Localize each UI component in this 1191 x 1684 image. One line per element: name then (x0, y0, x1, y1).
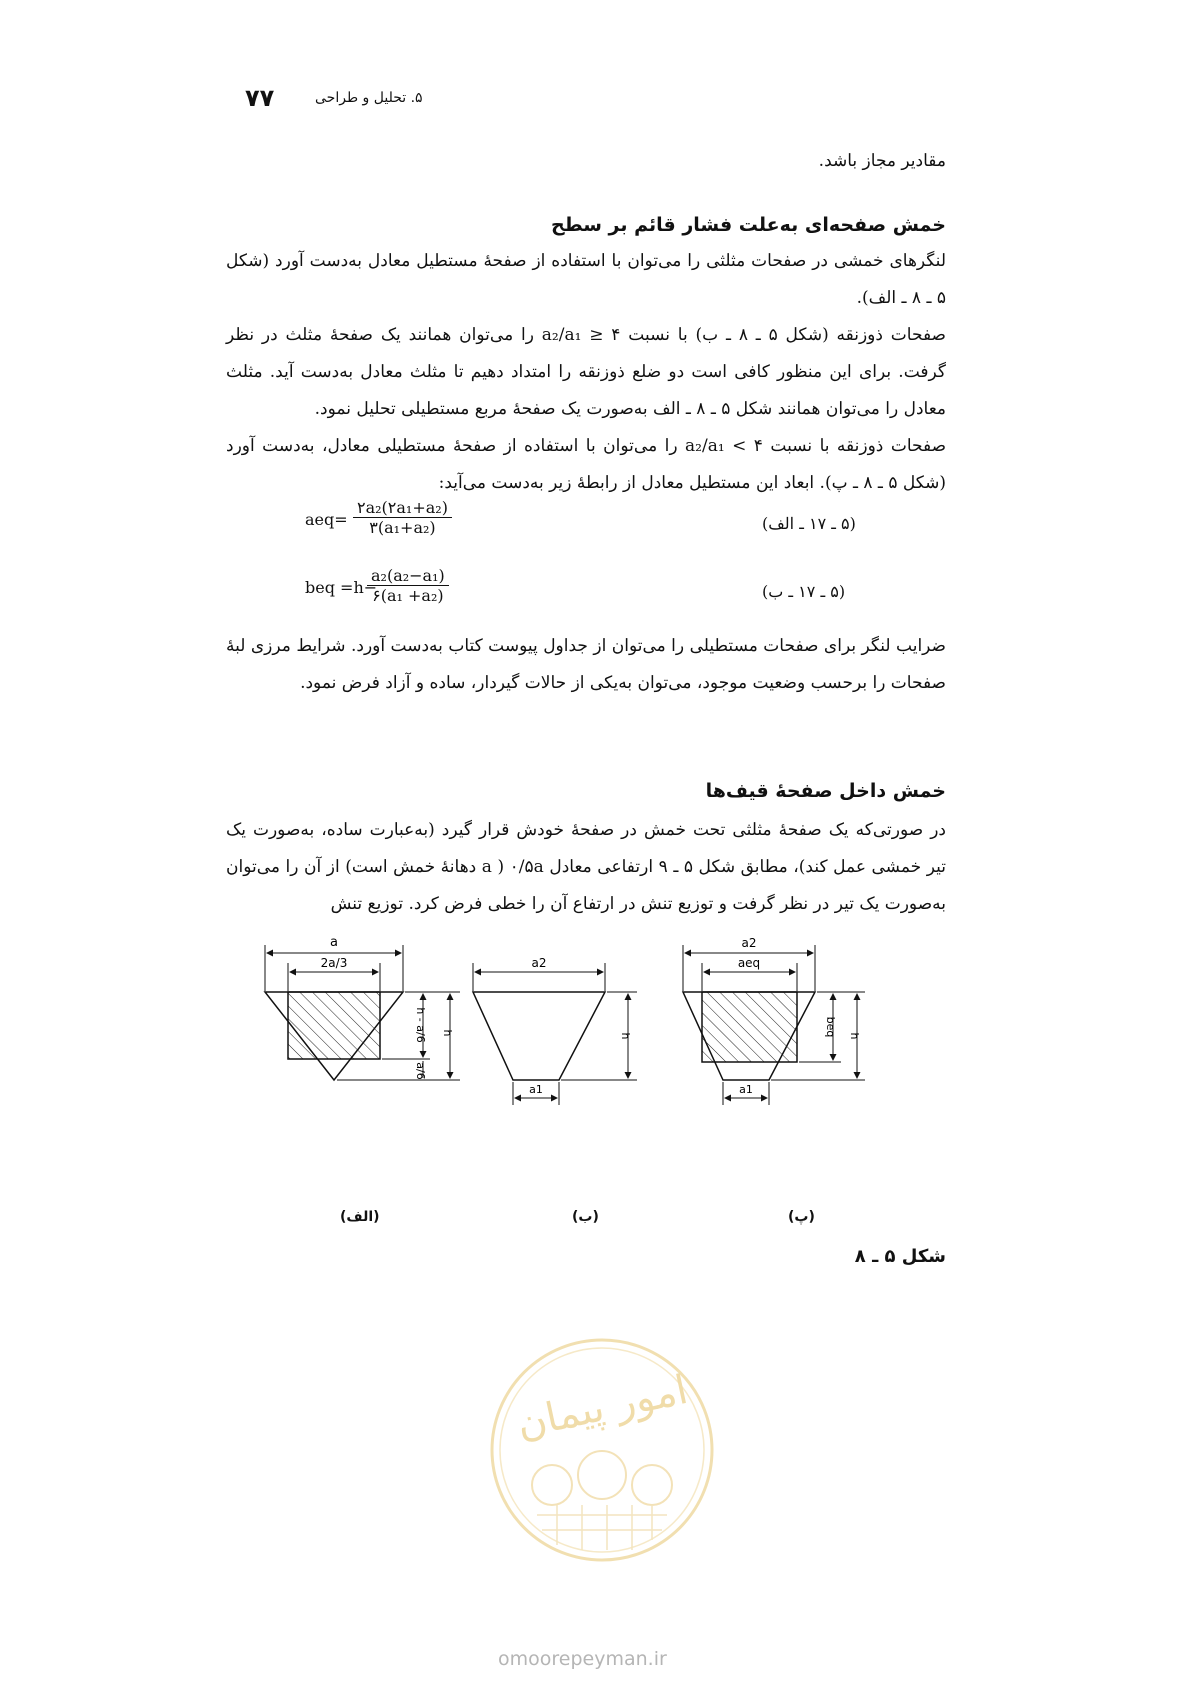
section-heading-plate-bending: خمش صفحه‌ای به‌علت فشار قائم بر سطح (551, 214, 946, 236)
be-trapezoid (473, 992, 605, 1080)
be-label-a1: a1 (529, 1083, 543, 1096)
diagram-alef (265, 935, 460, 1080)
pe-label-beq: beq (824, 1016, 837, 1038)
equation-beq-label: (۵ ـ ۱۷ ـ ب) (762, 582, 846, 601)
alef-label-h: h (441, 1029, 454, 1037)
paragraph-2: صفحات ذوزنقه (شکل ۵ ـ ۸ ـ ب) با نسبت a₂/a₁ ≥ ۴ را می‌توان همانند یک صفحهٔ مثلث در نظر گرفت. برای این منظور کافی است دو ضلع ذوزنقه را امتداد دهیم تا مثلث معادل به‌دست آید. مثلث معادل را می‌توان همانند شکل ۵ ـ ۸ ـ الف به‌صورت یک صفحهٔ مربع مستطیلی تحلیل نمود. (226, 325, 946, 419)
diagram-be (473, 956, 637, 1105)
chapter-title: ۵. تحلیل و طراحی (315, 90, 423, 106)
equation-aeq-denominator: ۳(a₁+a₂) (369, 518, 436, 537)
paragraph-5: در صورتی‌که یک صفحهٔ مثلثی تحت خمش در صفحهٔ خودش قرار گیرد (به‌عبارت ساده، به‌صورت یک تیر خمشی عمل کند)، مطابق شکل ۵ ـ ۹ ارتفاعی معادل ۰/۵a ( a دهانهٔ خمش است) از آن را می‌توان به‌صورت یک تیر در نظر گرفت و توزیع تنش در ارتفاع آن را خطی فرض کرد. توزیع تنش (226, 820, 946, 914)
equation-aeq-label: (۵ ـ ۱۷ ـ الف) (762, 514, 856, 533)
equation-aeq-numerator: ۲a₂(۲a₁+a₂) (353, 498, 452, 518)
equation-beq-fraction (367, 566, 449, 605)
diagram-pe (683, 936, 865, 1105)
footer-url-text: omoorepeyman.ir (498, 1648, 667, 1670)
pe-label-a2: a2 (741, 936, 757, 950)
section-heading-funnel-bending: خمش داخل صفحهٔ قیف‌ها (705, 780, 946, 802)
figure-label-be: (ب) (572, 1209, 599, 1225)
equation-aeq-lhs: aeq= (305, 510, 348, 529)
equation-beq-denominator: ۶(a₁ +a₂) (372, 586, 444, 605)
equation-aeq-fraction (353, 498, 452, 537)
intro-line: مقادیر مجاز باشد. (818, 151, 946, 171)
pe-label-h: h (848, 1032, 861, 1040)
figure-label-pe: (پ) (788, 1209, 815, 1225)
alef-label-2a3: 2a/3 (320, 956, 348, 970)
alef-equivalent-rectangle (288, 992, 380, 1059)
be-label-a2: a2 (531, 956, 547, 970)
alef-label-h-minus-a6: h - a/6 (414, 1007, 427, 1043)
be-label-h: h (619, 1032, 632, 1040)
running-header (245, 84, 445, 120)
paragraph-4: ضرایب لنگر برای صفحات مستطیلی را می‌توان از جداول پیوست کتاب به‌دست آورد. شرایط مرزی لبهٔ صفحات را برحسب وضعیت موجود، می‌توان به‌یکی از حالات گیردار، ساده و آزاد فرض نمود. (226, 636, 946, 693)
page-number: ۷۷ (245, 84, 275, 112)
pe-equivalent-rectangle (702, 992, 797, 1062)
alef-label-a6: a/6 (414, 1062, 427, 1080)
figure-label-alef: (الف) (340, 1209, 380, 1225)
figure-5-8 (245, 925, 965, 1135)
alef-label-a: a (330, 935, 338, 950)
figure-caption: شکل ۵ ـ ۸ (854, 1246, 946, 1267)
equation-beq-numerator: a₂(a₂−a₁) (367, 566, 449, 586)
watermark-logo-text: امور پیمان (512, 1366, 692, 1448)
paragraph-3: صفحات ذوزنقه با نسبت a₂/a₁ < ۴ را می‌توان با استفاده از صفحهٔ مستطیلی معادل، به‌دست آورد (شکل ۵ ـ ۸ ـ پ). ابعاد این مستطیل معادل از رابطهٔ زیر به‌دست می‌آید: (226, 436, 947, 493)
pe-label-a1: a1 (739, 1083, 753, 1096)
pe-label-aeq: aeq (737, 956, 761, 970)
equation-beq-lhs: beq =h− (305, 578, 378, 597)
footer-url (498, 1648, 667, 1670)
watermark-logo (487, 1335, 717, 1565)
paragraph-1: لنگرهای خمشی در صفحات مثلثی را می‌توان با استفاده از صفحهٔ مستطیل معادل به‌دست آورد (شکل ۵ ـ ۸ ـ الف). (226, 251, 946, 308)
